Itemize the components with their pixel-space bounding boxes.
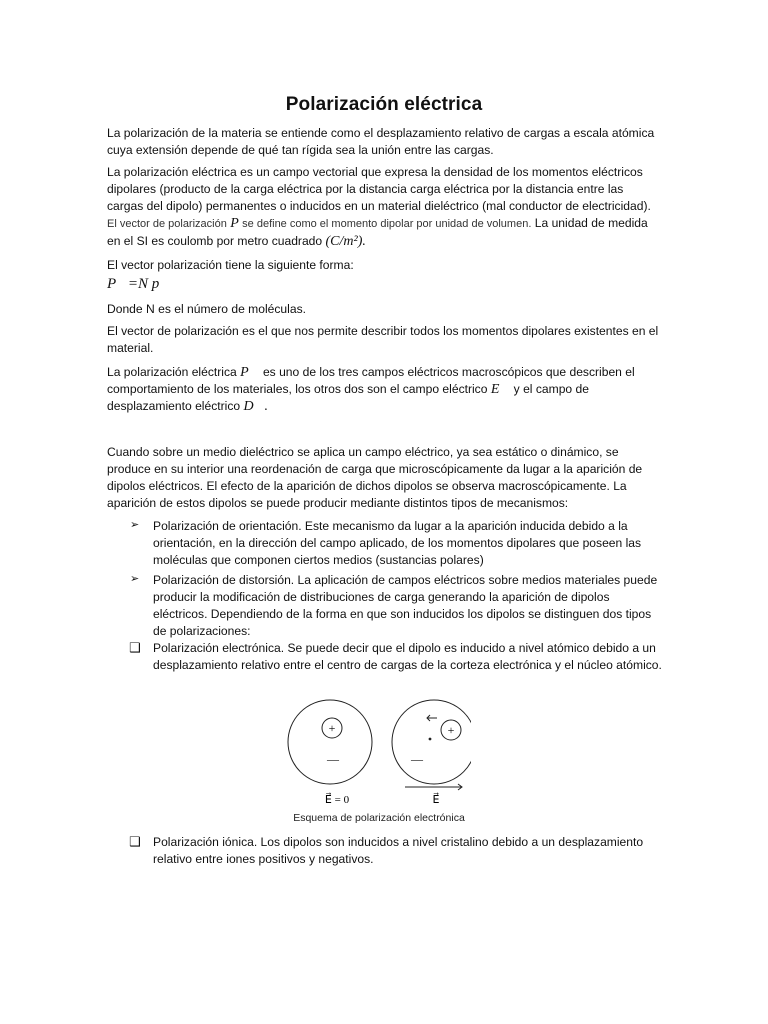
polarization-formula: P⃗=N p⃗ (107, 276, 171, 292)
form-intro-paragraph: El vector polarización tiene la siguiente forma: (107, 258, 354, 272)
definition-small-text-b: se define como el momento dipolar por unidad de volumen. (242, 218, 532, 230)
checkbox-bullet-icon: ❑ (129, 640, 141, 655)
fields-text-c: y el campo de desplazamiento eléctrico (107, 382, 589, 413)
fields-text-b: es uno de los tres campos eléctricos macroscópicos que describen el comportamiento de los materiales, los otros dos son el campo eléctrico (107, 365, 635, 396)
unit-text: La unidad de medida en el SI es coulomb por metro cuadrado (107, 216, 648, 248)
figure-caption: Esquema de polarización electrónica (293, 812, 465, 824)
atom-circle-left (288, 700, 372, 784)
field-label: E⃗ (432, 794, 440, 806)
bullet-orientation: Polarización de orientación. Este mecanismo da lugar a la aparición inducida debido a la orientación, en la dirección del campo aplicado, de los momentos dipolares que poseen las moléculas que componen ciertos medios (sustancias polares) (153, 519, 642, 567)
description-paragraph: El vector de polarización es el que nos permite describir todos los momentos dipolares existentes en el material. (107, 324, 659, 355)
minus-sign-left: — (327, 752, 339, 766)
bullet-ionic: Polarización iónica. Los dipolos son inducidos a nivel cristalino debido a un desplazamiento relativo entre iones positivos y negativos. (153, 835, 644, 866)
center-dot (429, 738, 432, 741)
polarization-symbol: P (230, 216, 239, 231)
bullet-distortion: Polarización de distorsión. La aplicación de campos eléctricos sobre medios materiales puede producir la modificación de distribuciones de carga generando la aparición de dipolos eléctricos. Dependiendo de la forma en que son inducidos los dipolos se distinguen dos tipos de polarizaciones: (153, 573, 658, 638)
figure-svg (287, 697, 471, 809)
checkbox-bullet-icon: ❑ (129, 834, 141, 849)
intro-paragraph: La polarización de la materia se entiende como el desplazamiento relativo de cargas a escala atómica cuya extensión depende de qué tan rígida sea la unión entre las cargas. (107, 126, 655, 157)
n-definition-paragraph: Donde N es el número de moléculas. (107, 302, 306, 316)
bullet-electronic: Polarización electrónica. Se puede decir que el dipolo es inducido a nivel atómico debido a un desplazamiento relativo entre el centro de cargas de la corteza electrónica y el núcleo atómico. (153, 641, 662, 672)
atom-circle-right (392, 700, 471, 784)
vector-d-symbol: D⃗. (243, 399, 268, 414)
dielectric-paragraph: Cuando sobre un medio dieléctrico se aplica un campo eléctrico, ya sea estático o dinámico, se produce en su interior una reordenación de carga que microscópicamente da lugar a la aparición de dipolos eléctricos. El efecto de la aparición de dichos dipolos se observa macroscópicamente. La aparición de estos dipolos se puede producir mediante distintos tipos de mecanismos: (107, 445, 643, 510)
page-title: Polarización eléctrica (285, 94, 483, 115)
macroscopic-fields-paragraph (107, 364, 662, 415)
fields-text-a: La polarización eléctrica (107, 365, 237, 379)
vector-p-symbol: P⃗ (240, 365, 260, 380)
plus-sign-right: + (447, 723, 455, 737)
definition-main-text: La polarización eléctrica es un campo vectorial que expresa la densidad de los momentos eléctricos dipolares (producto de la carga eléctrica por la distancia carga eléctrica por la distancia entre las cargas del dipolo) permanentes o inducidos en un material dieléctrico (mal conductor de electricidad). (107, 165, 651, 213)
unit-formula: (C/m²). (325, 234, 366, 249)
definition-small-text-a: El vector de polarización (107, 218, 227, 230)
electronic-polarization-figure (287, 697, 471, 809)
minus-sign-right: — (411, 752, 423, 766)
vector-e-symbol: E⃗ (490, 382, 511, 397)
arrow-bullet-icon: ➢ (130, 573, 140, 585)
arrow-bullet-icon: ➢ (130, 519, 140, 531)
field-zero-label: E⃗ = 0 (324, 794, 350, 806)
definition-paragraph (107, 164, 662, 250)
plus-sign-left: + (328, 721, 336, 735)
